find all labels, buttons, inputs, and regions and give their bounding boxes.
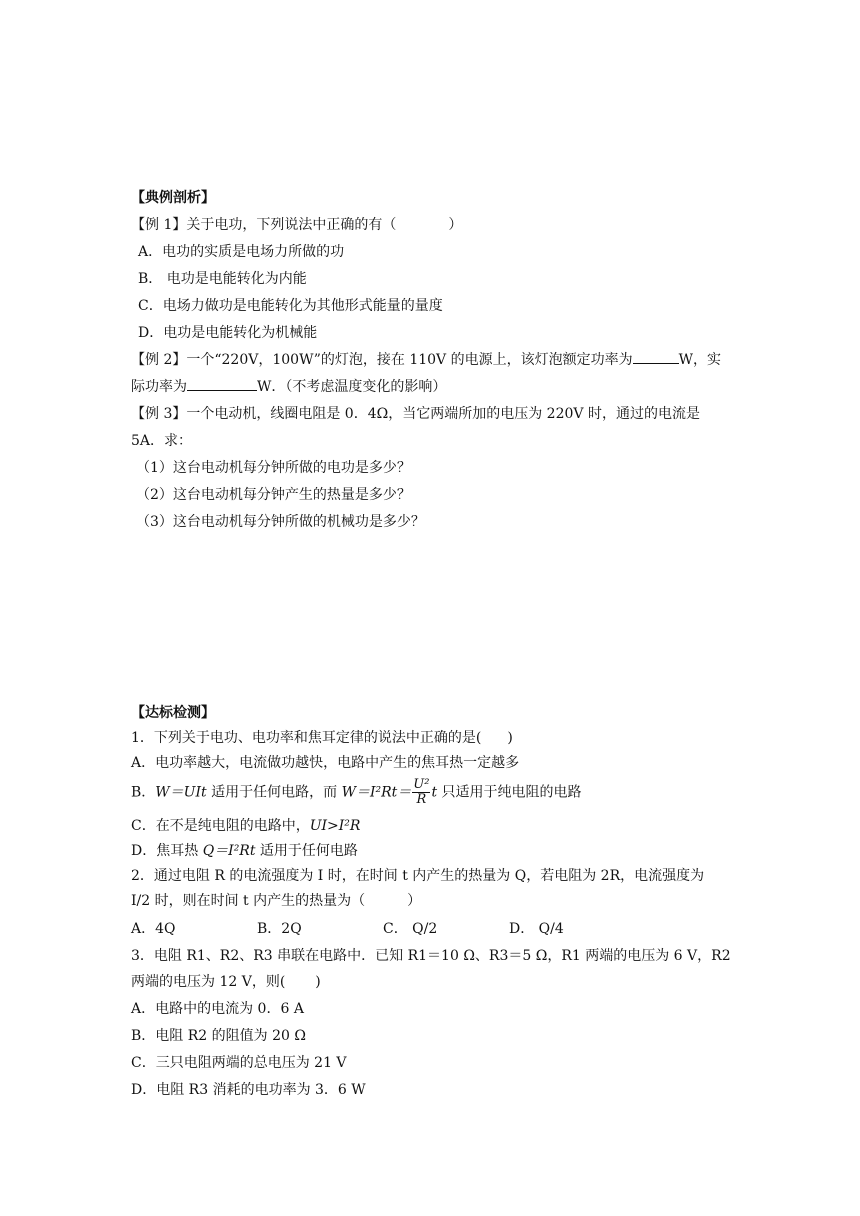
example-3-question-3: （3）这台电动机每分钟所做的机械功是多少？ [136,514,425,530]
question-2-options [131,918,564,940]
example-1-stem-text: 【例 1】关于电功，下列说法中正确的有（ [131,217,397,233]
option-b-mid: 适用于任何电路，而 [206,784,342,801]
question-2-option-d: D． Q/4 [509,921,564,937]
question-2-option-b: B．2Q [257,921,302,937]
example-3-question-2: （2）这台电动机每分钟产生的热量是多少？ [136,487,411,503]
question-1-option-b [131,778,582,807]
example-2-line-1 [131,349,721,371]
option-c-text: C．在不是纯电阻的电路中， [131,818,310,834]
question-3-option-b: B．电阻 R2 的阻值为 20 Ω [131,1028,306,1044]
formula-ui-gt-i2r: UI>I²R [309,818,361,834]
option-b-label: B． [131,784,156,801]
option-d-suffix: 适用于任何电路 [255,843,358,859]
example-1-option-d: D．电功是电能转化为机械能 [138,325,318,341]
example-3-line-1: 【例 3】一个电动机，线圈电阻是 0．4Ω，当它两端所加的电压为 220V 时，通过的电流是 [131,406,700,422]
formula-t: t [431,784,438,801]
fraction-numerator: U² [413,777,430,792]
question-3-line-2 [131,971,321,993]
answer-blank[interactable] [187,376,257,391]
example-1-option-b: B． 电功是电能转化为内能 [138,271,307,287]
fraction-denominator: R [416,792,427,807]
example-2-line-2 [131,376,446,398]
example-1-stem [131,214,462,236]
question-1-stem [131,727,513,749]
question-2-option-c: C． Q/2 [383,921,438,937]
question-2-text: I/2 时，则在时间 t 内产生的热量为（ [131,893,366,909]
option-b-suffix: 只适用于纯电阻的电路 [437,784,582,801]
question-1-stem-text: 1．下列关于电功、电功率和焦耳定律的说法中正确的是( [131,730,482,746]
question-2-option-a: A．4Q [131,921,176,937]
question-1-option-a: A．电功率越大，电流做功越快，电路中产生的焦耳热一定越多 [131,755,520,771]
formula-w-i2rt: W＝I²Rt＝ [341,784,412,801]
question-3-option-c: C．三只电阻两端的总电压为 21 V [131,1055,347,1071]
question-1-option-d [131,840,358,862]
answer-blank[interactable] [633,349,679,364]
example-1-stem-end: ） [448,217,463,233]
question-3-line-1: 3．电阻 R1、R2、R3 串联在电路中．已知 R1＝10 Ω、R3＝5 Ω，R1 两端的电压为 6 V，R2 [131,948,731,964]
question-1-option-c [131,815,360,837]
question-2-end: ） [407,893,422,909]
example-3-line-2: 5A．求： [131,433,193,449]
question-2-line-2 [131,890,421,912]
example-2-text-a: 【例 2】一个“220V，100W”的灯泡，接在 110V 的电源上，该灯泡额定功率为 [131,352,633,368]
example-1-option-a: A．电功的实质是电场力所做的功 [138,244,345,260]
question-3-option-a: A．电路中的电流为 0．6 A [131,1001,304,1017]
example-2-text-d: W．（不考虑温度变化的影响） [257,379,447,395]
question-1-stem-end: ) [507,730,513,746]
section-heading-examples: 【典例剖析】 [131,190,215,206]
formula-q-i2rt: Q＝I²Rt [202,843,256,859]
fraction-u2-over-r [412,778,430,807]
example-1-option-c: C．电场力做功是电能转化为其他形式能量的量度 [138,298,443,314]
question-3-end: ) [315,974,321,990]
formula-w-uit: W＝UIt [155,784,207,801]
example-2-text-b: W，实 [678,352,721,368]
question-3-text: 两端的电压为 12 V，则( [131,974,286,990]
question-3-option-d: D．电阻 R3 消耗的电功率为 3．6 W [131,1082,366,1098]
option-d-text: D．焦耳热 [131,843,203,859]
section-heading-assessment: 【达标检测】 [131,705,215,721]
example-2-text-c: 际功率为 [131,379,187,395]
question-2-line-1: 2．通过电阻 R 的电流强度为 I 时，在时间 t 内产生的热量为 Q，若电阻为 2R，电流强度为 [131,868,705,884]
example-3-question-1: （1）这台电动机每分钟所做的电功是多少？ [136,460,411,476]
